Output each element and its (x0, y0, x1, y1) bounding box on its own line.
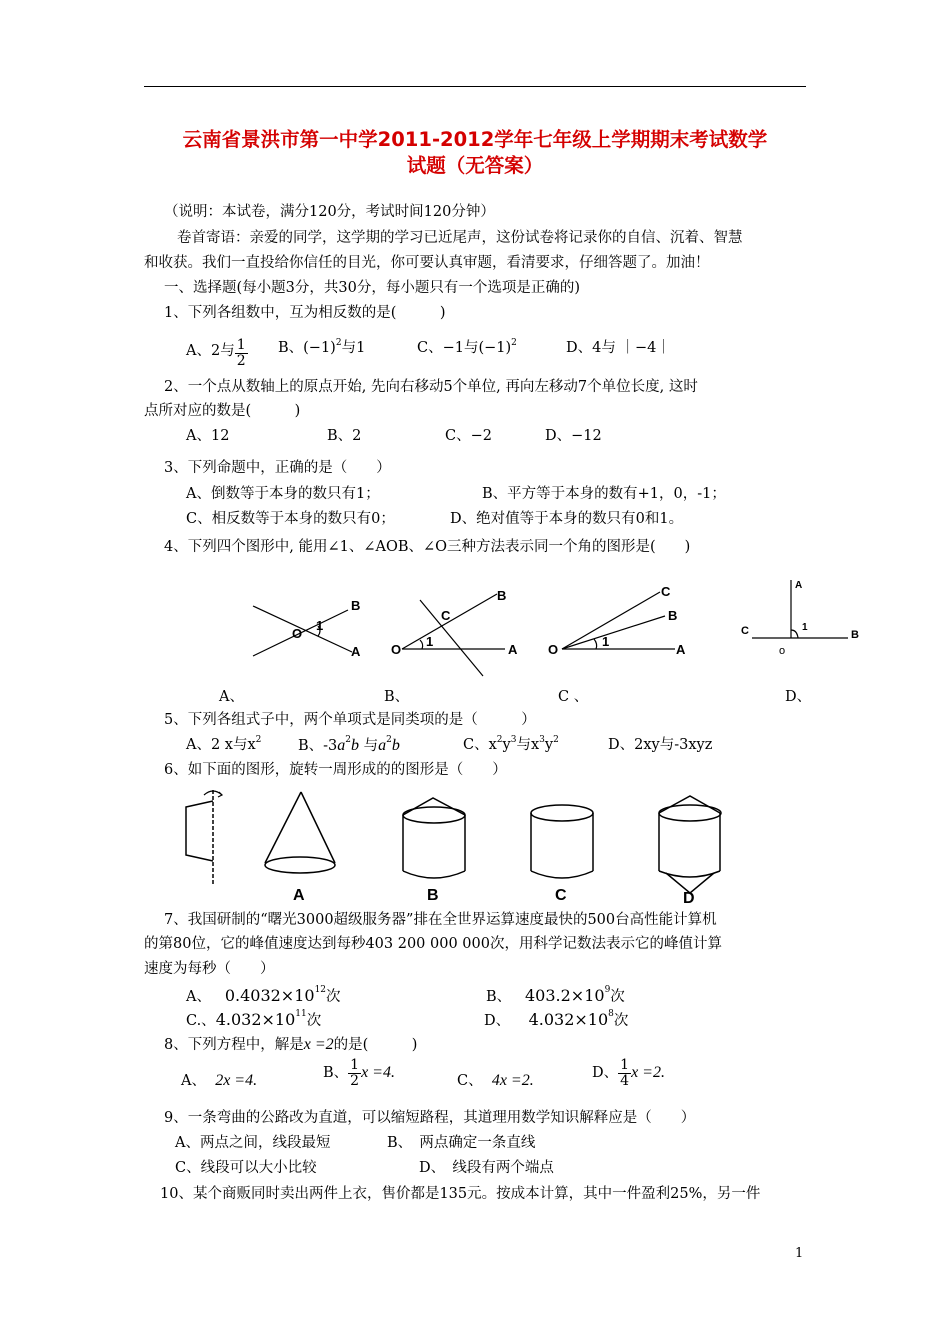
q1-option-d: D、4与 ｜−4｜ (566, 340, 671, 356)
q4b-label-1: 1 (426, 634, 434, 649)
q8-stem: 8、下列方程中，解是x =2的是( ) (164, 1036, 418, 1053)
q2-option-a: A、12 (186, 428, 230, 444)
q7-stem-line3: 速度为每秒（ ） (144, 961, 275, 977)
q8-option-c: C、 4x =2. (457, 1072, 534, 1089)
q7-option-b: B、 $403.2\times 10^9$次 (486, 985, 625, 1005)
q4-option-d: D、 (785, 689, 812, 705)
q9-option-c: C、线段可以大小比较 (175, 1160, 317, 1176)
q3-option-a: A、倒数等于本身的数只有1； (186, 486, 380, 502)
q4-figure-a (253, 606, 352, 656)
page-number: 1 (795, 1246, 804, 1261)
header-rule (144, 86, 806, 87)
q1-option-a: A、2与 $\frac{1}{2}$ (186, 337, 246, 369)
q1-option-c: C、−1与$(-1)^2$ (417, 338, 517, 356)
q8-option-a: A、 2x =4. (181, 1072, 258, 1089)
q3-stem: 3、下列命题中，正确的是（ ） (164, 460, 391, 476)
q4c-label-1: 1 (602, 634, 610, 649)
q6-label-a: A (293, 887, 305, 904)
q4d-label-1: 1 (802, 622, 808, 633)
q2-option-d: D、−12 (545, 428, 602, 444)
q6-shape-d (659, 796, 721, 893)
q4-figures (0, 578, 950, 688)
q9-option-b: B、 两点确定一条直线 (387, 1135, 536, 1151)
q6-label-b: B (427, 887, 439, 904)
q3-option-d: D、绝对值等于本身的数只有0和1。 (450, 511, 684, 527)
q6-label-c: C (555, 887, 567, 904)
q2-stem-line1: 2、一个点从数轴上的原点开始, 先向右移动5个单位, 再向左移动7个单位长度, 这时 (164, 379, 698, 395)
q4c-label-a: A (676, 642, 686, 657)
q6-source-shape (186, 790, 222, 885)
q5-option-d: D、2xy与-3xyz (608, 737, 713, 753)
q4b-label-b: B (497, 588, 507, 603)
q2-option-c: C、−2 (445, 428, 492, 444)
q5-option-b: B、$-3a^2b$ 与$a^2b$ (298, 735, 400, 754)
q4-option-b: B、 (384, 689, 410, 705)
q4c-label-b: B (668, 608, 678, 623)
q4d-label-a: A (795, 580, 803, 591)
q4d-label-o: o (779, 645, 786, 657)
q4a-label-o: O (292, 626, 303, 641)
q1-stem: 1、下列各组数中，互为相反数的是( ) (164, 305, 446, 321)
page-title-line2: 试题（无答案） (406, 154, 544, 177)
q4b-label-a: A (508, 642, 518, 657)
q6-shape-b (403, 798, 465, 878)
q4-figure-c (562, 592, 678, 649)
q4-option-a: A、 (219, 689, 244, 705)
q2-option-b: B、2 (327, 428, 362, 444)
page-title-line1: 云南省景洪市第一中学2011-2012学年七年级上学期期末考试数学 (182, 128, 768, 151)
q9-option-a: A、两点之间，线段最短 (175, 1135, 331, 1151)
q5-stem: 5、下列各组式子中，两个单项式是同类项的是（ ） (164, 712, 536, 728)
q6-figures (0, 785, 950, 905)
q6-label-d: D (683, 890, 695, 905)
q4a-label-a: A (351, 644, 361, 659)
q4a-label-1: 1 (316, 618, 324, 633)
q3-option-b: B、平方等于本身的数有+1，0，-1； (482, 486, 726, 502)
q7-option-d: D、 $4.032\times 10^8$次 (484, 1009, 629, 1029)
message-line2: 和收获。我们一直投给你信任的目光，你可要认真审题，看清要求，仔细答题了。加油！ (144, 255, 710, 271)
q3-option-c: C、相反数等于本身的数只有0； (186, 511, 395, 527)
q4-figure-b (402, 594, 505, 676)
q6-shape-a (265, 792, 335, 873)
q1-option-b: B、$(-1)^2$与1 (278, 338, 366, 356)
q7-option-c: C.、$4.032\times 10^{11}$次 (186, 1009, 322, 1029)
q6-shape-c (531, 805, 593, 878)
section-heading: 一、选择题(每小题3分，共30分，每小题只有一个选项是正确的) (164, 280, 580, 296)
q5-option-a: A、2 x与$x^2$ (186, 735, 262, 753)
q7-stem-line1: 7、我国研制的“曙光3000超级服务器”排在全世界运算速度最快的500台高性能计算机 (164, 912, 717, 928)
exam-note: （说明：本试卷，满分120分，考试时间120分钟） (164, 204, 495, 220)
q4d-label-b: B (851, 629, 859, 641)
q4b-label-c: C (441, 608, 451, 623)
q10-stem: 10、某个商贩同时卖出两件上衣，售价都是135元。按成本计算，其中一件盈利25%，另一件 (160, 1186, 761, 1202)
q5-option-c: C、$x^2y^3$与$x^3y^2$ (463, 735, 559, 753)
q4c-label-o: O (548, 642, 559, 657)
q4b-label-o: O (391, 642, 402, 657)
q4d-label-c: C (741, 625, 749, 637)
q4-stem: 4、下列四个图形中, 能用∠1、∠AOB、∠O三种方法表示同一个角的图形是( ) (164, 539, 691, 555)
q9-stem: 9、一条弯曲的公路改为直道，可以缩短路程，其道理用数学知识解释应是（ ） (164, 1110, 696, 1126)
message-line1: 卷首寄语：亲爱的同学，这学期的学习已近尾声，这份试卷将记录你的自信、沉着、智慧 (177, 230, 743, 246)
q8-option-d: D、 $\frac{1}{4}$ x =2. (592, 1057, 665, 1089)
q2-stem-line2: 点所对应的数是( ) (144, 403, 301, 419)
q4-option-c: C 、 (558, 689, 589, 705)
q7-stem-line2: 的第80位，它的峰值速度达到每秒403 200 000 000次，用科学记数法表示它的峰值计算 (144, 936, 722, 952)
q4a-label-b: B (351, 598, 361, 613)
q7-option-a: A、 $0.4032\times 10^{12}$次 (186, 985, 341, 1005)
q9-option-d: D、 线段有两个端点 (419, 1160, 554, 1176)
q4c-label-c: C (661, 584, 671, 599)
q6-stem: 6、如下面的图形，旋转一周形成的的图形是（ ） (164, 762, 507, 778)
q8-option-b: B、 $\frac{1}{2}$ x =4. (323, 1057, 395, 1089)
